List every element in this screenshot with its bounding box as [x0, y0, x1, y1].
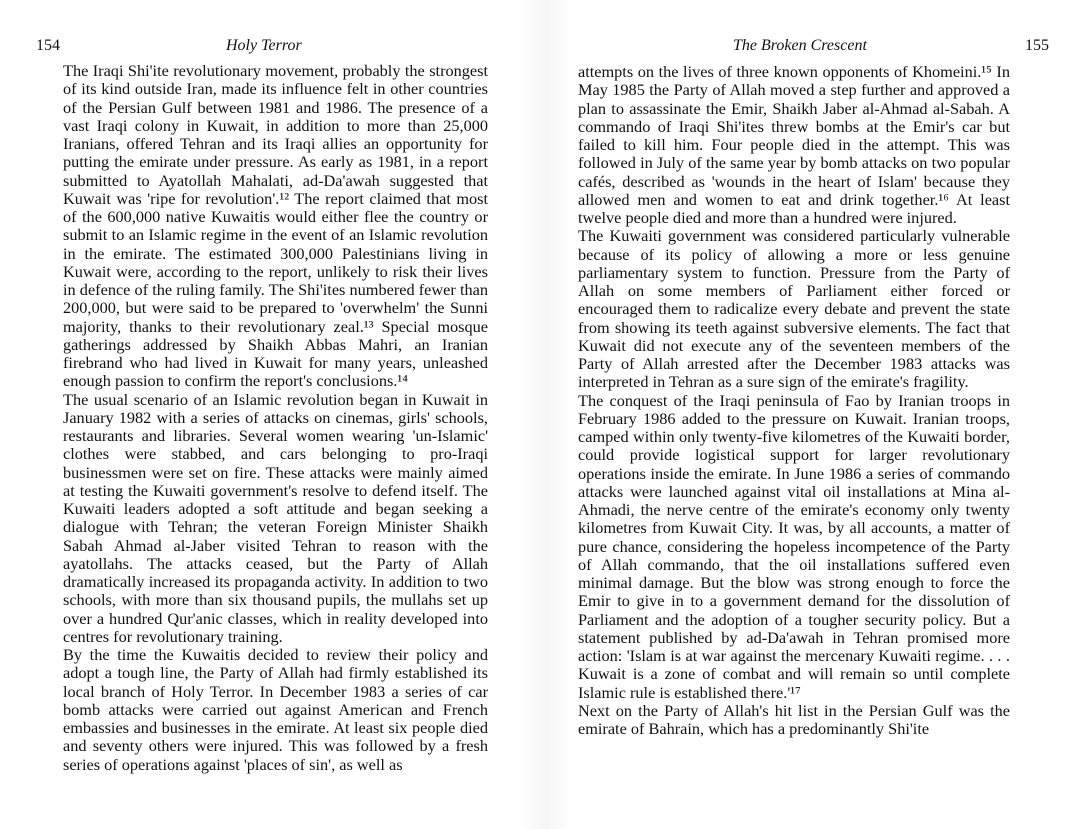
- right-paragraph-4: Next on the Party of Allah's hit list in the Persian Gulf was the emirate of Bahrain, which has a predominantly Shi'ite: [578, 700, 1010, 738]
- left-paragraph-1: The Iraqi Shi'ite revolutionary movement, probably the strongest of its kind outside Iran, made its influence felt in other countries of the Persian Gulf between 1981 and 1986. The presence of a vast Iraqi colony in Kuwait, in addition to more than 25,000 Iranians, offered Tehran and its Iraqi allies an opportunity for putting the emirate under pressure. As early as 1981, in a report submitted to Ayatollah Mahalati, ad-Da'awah suggested that Kuwait was 'ripe for revolution'.¹² The report claimed that most of the 600,000 native Kuwaitis would either flee the country or submit to an Islamic regime in the event of an Islamic revolution in the emirate. The estimated 300,000 Palestinians living in Kuwait were, according to the report, unlikely to risk their lives in defence of the ruling family. The Shi'ites numbered fewer than 200,000, but were said to be prepared to 'overwhelm' the Sunni majority, thanks to their revolutionary zeal.¹³ Special mosque gatherings addressed by Shaikh Abbas Mahri, an Iranian firebrand who had lived in Kuwait for many years, unleashed enough passion to confirm the report's conclusions.¹⁴: [63, 61, 488, 391]
- left-running-title: Holy Terror: [226, 37, 302, 54]
- right-running-title: The Broken Crescent: [733, 37, 867, 54]
- right-paragraph-2: The Kuwaiti government was considered particularly vulnerable because of its policy of allowing a more or less genuine parliamentary system to function. Pressure from the Party of Allah on some members of Parliament either forced or encouraged them to radicalize every debate and prevent the state from showing its teeth against subversive elements. The fact that Kuwait did not execute any of the seventeen members of the Party of Allah arrested after the December 1983 attacks was interpreted in Tehran as a sure sign of the emirate's fragility.: [578, 226, 1010, 392]
- left-paragraph-2: The usual scenario of an Islamic revolution began in Kuwait in January 1982 with a series of attacks on cinemas, girls' schools, restaurants and libraries. Several women wearing 'un-Islamic' clothes were stabbed, and cars belonging to pro-Iraqi businessmen were set on fire. These attacks were mainly aimed at testing the Kuwaiti government's resolve to defend itself. The Kuwaiti leaders adopted a soft attitude and began seeking a dialogue with Tehran; the veteran Foreign Minister Shaikh Sabah Ahmad al-Jaber visited Tehran to reason with the ayatollahs. The attacks ceased, but the Party of Allah dramatically increased its propaganda activity. In addition to two schools, with more than six thousand pupils, the mullahs set up over a hundred Qur'anic classes, which in reality developed into centres for revolutionary training.: [63, 389, 488, 646]
- left-paragraph-3: By the time the Kuwaitis decided to review their policy and adopt a tough line, the Party of Allah had firmly established its local branch of Holy Terror. In December 1983 a series of car bomb attacks were carried out against American and French embassies and businesses in the emirate. At least six people died and seventy others were injured. This was followed by a fresh series of operations against 'places of sin', as well as: [63, 645, 488, 774]
- gutter-shadow: [520, 0, 572, 829]
- right-page-number: 155: [1025, 37, 1049, 54]
- left-body-text: [63, 62, 488, 774]
- left-page-number: 154: [36, 37, 60, 54]
- right-body-text: [578, 63, 1010, 738]
- right-paragraph-1: attempts on the lives of three known opponents of Khomeini.¹⁵ In May 1985 the Party of Allah moved a step further and approved a plan to assassinate the Emir, Shaikh Jaber al-Ahmad al-Sabah. A commando of Iraqi Shi'ites threw bombs at the Emir's car but failed to kill him. Four people died in the attempt. This was followed in July of the same year by bomb attacks on two popular cafés, described as 'wounds in the heart of Islam' because they allowed men and women to eat and drink together.¹⁶ At least twelve people died and more than a hundred were injured.: [578, 62, 1010, 227]
- left-running-head: [36, 35, 488, 57]
- right-running-head: [578, 35, 1049, 57]
- right-paragraph-3: The conquest of the Iraqi peninsula of Fao by Iranian troops in February 1986 added to the pressure on Kuwait. Iranian troops, camped within only twenty-five kilometres of the Kuwaiti border, could provide logistical support for larger revolutionary operations inside the emirate. In June 1986 a series of commando attacks were launched against vital oil installations at Mina al-Ahmadi, the nerve centre of the emirate's economy only twenty kilometres from Kuwait City. It was, by all accounts, a matter of pure chance, considering the hopeless incompetence of the Party of Allah commando, that the oil installations suffered even minimal damage. But the blow was strong enough to force the Emir to give in to a government demand for the dissolution of Parliament and the adoption of a tougher security policy. But a statement published by ad-Da'awah in Tehran promised more action: 'Islam is at war against the mercenary Kuwaiti regime. . . . Kuwait is a zone of combat and will remain so until complete Islamic rule is established there.'¹⁷: [578, 390, 1010, 702]
